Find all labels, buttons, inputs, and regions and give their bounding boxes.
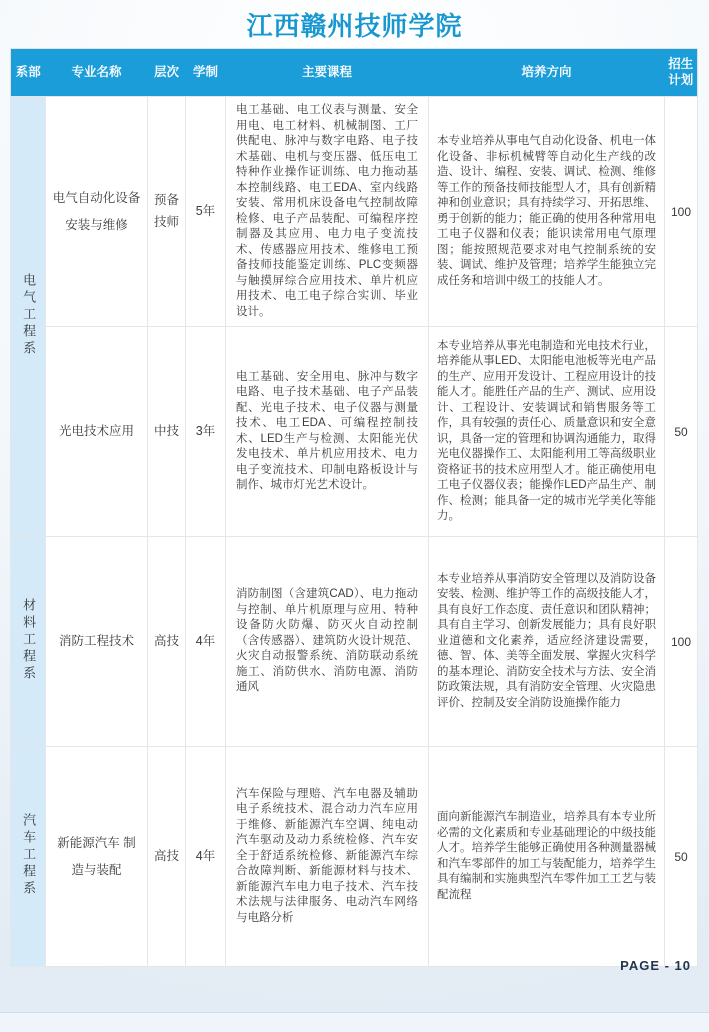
major-cell: 光电技术应用 <box>46 327 148 537</box>
dept-label: 电气工程系 <box>21 272 37 358</box>
dept-cell-materials <box>11 537 46 747</box>
years-cell: 4年 <box>186 537 226 747</box>
page-title: 江西赣州技师学院 <box>246 11 463 41</box>
courses-cell: 消防制图（含建筑CAD）、电力拖动与控制、单片机原理与应用、特种设备防火防爆、防灭火自动控制（含传感器）、建筑防火设计规范、火灾自动报警系统、消防联动系统施工、消防供水、消防电源、消防通风 <box>226 537 429 747</box>
major-cell: 新能源汽车 制造与装配 <box>46 747 148 967</box>
courses-cell: 汽车保险与理赔、汽车电器及辅助电子系统技术、混合动力汽车应用于维修、新能源汽车空调、纯电动汽车驱动及动力系统检修、汽车安全于舒适系统检修、新能源汽车综合故障判断、新能源材料与技术、新能源汽车电力电子技术、汽车技术法规与法律服务、电动汽车网络与电路分析 <box>226 747 429 967</box>
dept-cell-automotive <box>11 747 46 967</box>
page-number: PAGE - 10 <box>620 958 691 973</box>
courses-cell: 电工基础、电工仪表与测量、安全用电、电工材料、机械制图、工厂供配电、脉冲与数字电路、电子技术基础、电机与变压器、低压电工特种作业操作证训练、电力拖动基本控制线路、电工EDA、室内线路安装、常用机床设备电气控制故障检修、电子产品装配、可编程序控制器及其应用、电力电子变流技术、传感器应用技术、维修电工预备技师技能鉴定训练、PLC变频器与触摸屏综合应用技术、单片机应用技术、电工电子综合实训、毕业设计。 <box>226 97 429 327</box>
header-training: 培养方向 <box>429 49 665 97</box>
table-row <box>11 537 698 747</box>
training-cell: 本专业培养从事光电制造和光电技术行业，培养能从事LED、太阳能电池板等光电产品的生产、应用开发设计、工程应用设计的技能人才。能胜任产品的生产、测试、应用设计、工程设计、安装调试和销售服务等工作，具有较强的责任心、质量意识和安全意识，具备一定的管理和协调沟通能力，取得光电仪器操作工、太阳能利用工等高级职业资格证书的技术应用型人才。能正确使用电工电子仪器仪表；能操作LED产品生产、制作、检测；能具备一定的城市光学美化等能力。 <box>429 327 665 537</box>
years-cell: 3年 <box>186 327 226 537</box>
plan-cell: 100 <box>665 537 698 747</box>
header-level: 层次 <box>148 49 186 97</box>
plan-cell: 100 <box>665 97 698 327</box>
level-cell: 预备技师 <box>148 97 186 327</box>
major-cell: 电气自动化设备 安装与维修 <box>46 97 148 327</box>
training-cell: 本专业培养从事电气自动化设备、机电一体化设备、非标机械臂等自动化生产线的改造、设计、编程、安装、调试、检测、维修等工作的预备技师技能型人才，具有创新精神和创业意识；具有持续学习、开拓思维、勇于创新的能力；能正确的使用各种常用电工电子仪器和仪表；能识读常用电气原理图；能按照规范要求对电气控制系统的安装、调试、维护及管理；培养学生能独立完成任务和培训中级工的技能人才。 <box>429 97 665 327</box>
table-header-row <box>11 49 698 97</box>
training-cell: 本专业培养从事消防安全管理以及消防设备安装、检测、维护等工作的高级技能人才，具有良好工作态度、责任意识和团队精神；具有自主学习、创新发展能力；具有良好职业道德和文化素养，适应经济建设需要，德、智、体、美等全面发展、掌握火灾科学的基本理论、消防安全技术与方法、安全消防政策法规，具有消防安全管理、火灾隐患评价、控制及安全消防设施操作能力 <box>429 537 665 747</box>
plan-cell: 50 <box>665 327 698 537</box>
table-row <box>11 747 698 967</box>
training-cell: 面向新能源汽车制造业，培养具有本专业所必需的文化素质和专业基础理论的中级技能人才。培养学生能够正确使用各种测量器械和汽车零部件的加工与装配能力，培养学生具有编制和实施典型汽车零件加工工艺与装配流程 <box>429 747 665 967</box>
header-major: 专业名称 <box>46 49 148 97</box>
dept-cell-electrical <box>11 97 46 537</box>
header-dept: 系部 <box>11 49 46 97</box>
header-plan: 招生计划 <box>665 49 698 97</box>
years-cell: 5年 <box>186 97 226 327</box>
courses-cell: 电工基础、安全用电、脉冲与数字电路、电子技术基础、电子产品装配、光电子技术、电子仪器与测量技术、电工EDA、可编程控制技术、LED生产与检测、太阳能光伏发电技术、单片机应用技术、电力电子变流技术、印制电路板设计与制作、城市灯光艺术设计。 <box>226 327 429 537</box>
bottom-divider <box>0 1012 709 1032</box>
dept-label: 材料工程系 <box>21 597 37 683</box>
page-footer <box>620 958 691 973</box>
header-years: 学制 <box>186 49 226 97</box>
plan-cell: 50 <box>665 747 698 967</box>
major-cell: 消防工程技术 <box>46 537 148 747</box>
programs-table <box>10 48 698 967</box>
level-cell: 中技 <box>148 327 186 537</box>
level-cell: 高技 <box>148 747 186 967</box>
dept-label: 汽车工程系 <box>21 812 37 898</box>
level-cell: 高技 <box>148 537 186 747</box>
years-cell: 4年 <box>186 747 226 967</box>
header-courses: 主要课程 <box>226 49 429 97</box>
table-row <box>11 97 698 327</box>
table-row <box>11 327 698 537</box>
